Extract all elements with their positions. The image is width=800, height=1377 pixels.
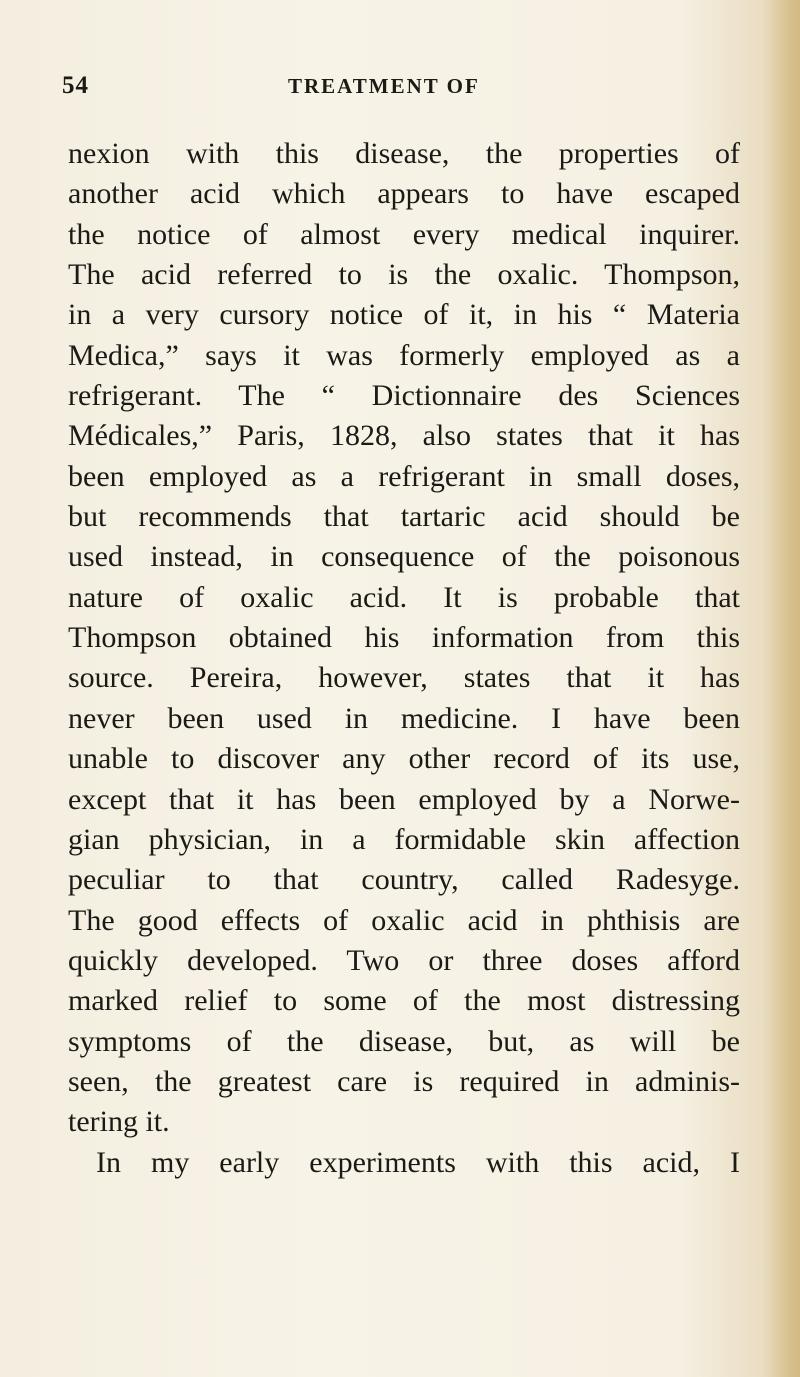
text-line: been employed as a refrigerant in small doses,: [68, 459, 740, 493]
text-line: The acid referred to is the oxalic. Thompson,: [68, 258, 740, 292]
body-text: [68, 134, 740, 1183]
text-line: nature of oxalic acid. It is probable that: [68, 580, 740, 614]
text-line: except that it has been employed by a Norwe-: [68, 782, 740, 816]
text-line: source. Pereira, however, states that it has: [68, 661, 740, 695]
text-line: used instead, in consequence of the poisonous: [68, 540, 740, 574]
page-edge-shading: [762, 0, 800, 1377]
text-line: Médicales,” Paris, 1828, also states that it has: [68, 419, 740, 453]
text-line: another acid which appears to have escaped: [68, 177, 740, 211]
text-line: The good effects of oxalic acid in phthisis are: [68, 903, 740, 937]
text-line: Medica,” says it was formerly employed as a: [68, 338, 740, 372]
text-line: tering it.: [68, 1105, 170, 1139]
text-line: refrigerant. The “ Dictionnaire des Sciences: [68, 379, 740, 413]
text-line: peculiar to that country, called Radesyge.: [68, 863, 740, 897]
text-line: nexion with this disease, the properties of: [68, 137, 740, 170]
text-line: marked relief to some of the most distressing: [68, 984, 740, 1018]
text-line: In my early experiments with this acid, I: [96, 1145, 740, 1179]
text-line: quickly developed. Two or three doses afford: [68, 943, 740, 977]
text-line: unable to discover any other record of its use,: [68, 742, 740, 776]
text-line: Thompson obtained his information from this: [68, 621, 740, 655]
text-line: gian physician, in a formidable skin affection: [68, 822, 740, 856]
text-line: but recommends that tartaric acid should be: [68, 500, 740, 534]
page-number: 54: [62, 72, 89, 99]
text-line: in a very cursory notice of it, in his “ Materia: [68, 298, 740, 332]
text-line: symptoms of the disease, but, as will be: [68, 1024, 740, 1058]
page-header: [62, 72, 738, 106]
text-line: the notice of almost every medical inquirer.: [68, 217, 740, 251]
text-line: never been used in medicine. I have been: [68, 701, 740, 735]
text-line: seen, the greatest care is required in adminis-: [68, 1064, 740, 1098]
running-head: TREATMENT OF: [288, 74, 480, 98]
